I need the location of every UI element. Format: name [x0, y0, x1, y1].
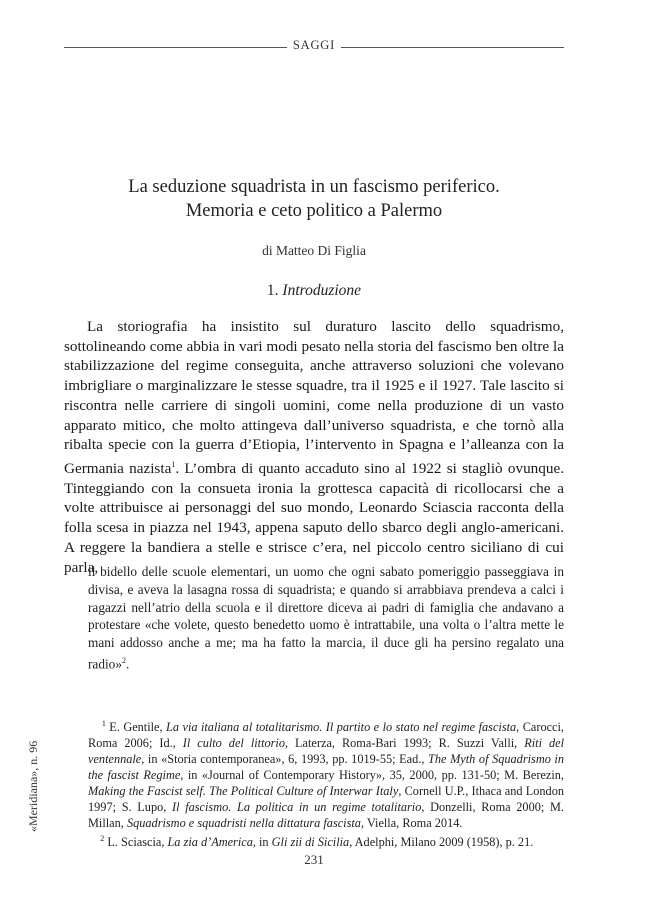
section-number: 1. [266, 282, 279, 299]
footnote-1-text: , Viella, Roma 2014. [360, 815, 463, 830]
footnote-1-text: , Laterza, Roma-Bari 1993; R. Suzzi Valli, [284, 736, 525, 750]
footnote-1-work: Squadrismo e squadristi nella dittatura fascista [126, 815, 361, 830]
header-rule-left [64, 47, 287, 48]
footnote-1-text: E. Gentile, [105, 720, 167, 735]
footnote-1-text: , Cornell U.P., Ithaca and London 1997; S. Lupo, [88, 783, 565, 814]
footnote-1-work: La via italiana al totalitarismo. Il partito e lo stato nel regime fascista [166, 720, 517, 735]
footnote-1-text: , in «Storia contemporanea», 6, 1993, pp. 1019-55; Ead., [141, 751, 429, 766]
journal-citation: «Meridiana», n. 96 [26, 740, 40, 832]
footnote-1-work: Il fascismo. La politica in un regime totalitario [172, 799, 422, 814]
footnote-2 [88, 831, 564, 851]
footnote-ref-2: 2 [121, 655, 126, 665]
quote-end: . [125, 656, 130, 672]
footnote-1-work: Making the Fascist self. The Political Culture of Interwar Italy [88, 783, 399, 798]
footnote-1-text: , in «Journal of Contemporary History», 35, 2000, pp. 131-50; M. Berezin, [180, 767, 564, 782]
running-header [64, 38, 564, 53]
footnote-1-text: , Carocci, Roma 2006; Id., [88, 720, 565, 750]
footnote-1-work: The Myth of Squadrismo in the fascist Regime [88, 751, 565, 782]
block-quote [88, 563, 564, 673]
title-line-2: Memoria e ceto politico a Palermo [185, 201, 443, 221]
article-title [64, 175, 564, 223]
footnote-2-text: L. Sciascia, [104, 835, 168, 850]
body-text-part-1: La storiografia ha insistito sul duraturo lascito dello squadrismo, sottolineando come abbia in vari modi pesato nella storia del fascismo ben oltre la stabilizzazione del regime conseguita, anche attraverso soluzioni che volevano imbrigliare o marginalizzare le stesse squadre, tra il 1925 e il 1927. Tale lascito si riscontra nelle carriere di singoli uomini, come nella produzione di un vasto apparato mitico, che molto attingeva dall’universo squadrista, e che tornò alla ribalta specie con la guerra d’Etiopia, l’intervento in Spagna e l’alleanza con la Germania nazista [64, 318, 564, 477]
footnote-2-work: Gli zii di Sicilia [271, 835, 350, 850]
footnote-1-text: , Donzelli, Roma 2000; M. Millan, [88, 799, 564, 830]
footnotes [88, 716, 564, 851]
quote-text: il bidello delle scuole elementari, un uomo che ogni sabato pomeriggio passeggiava in divisa, e aveva la lasagna rossa di squadrista; e quando si arrabbiava prendeva a calci i ragazzi nell’atrio della scuola e il direttore diceva ai padri di famiglia che andavano a protestare «che volete, questo benedetto uomo è intrattabile, una volta o l’altra mette le mani addosso anche a me; ma ha fatto la marcia, il duce gli ha persino regalato una radio» [88, 564, 564, 672]
header-rule-right [341, 47, 564, 48]
title-line-1: La seduzione squadrista in un fascismo periferico. [128, 177, 500, 197]
page-number: 231 [304, 852, 324, 867]
section-heading [64, 282, 564, 300]
footnote-1-work: Il culto del littorio [182, 736, 285, 750]
author-byline: di Matteo Di Figlia [262, 243, 366, 258]
body-paragraph [64, 317, 564, 577]
footnote-2-marker: 2 [100, 834, 105, 844]
body-text-part-2: . L’ombra di quanto accaduto sino al 1922 si stagliò ovunque. Tinteggiando con la consueta ironia la grottesca capacità di ricollocarsi che a volte attribuisce ai personaggi del suo mondo, Leonardo Sciascia racconta della folla scesa in piazza nel 1943, appena saputo dello sbarco degli anglo-americani. A reggere la bandiera a stelle e strisce c’era, nel piccolo centro siciliano di cui parla, [64, 459, 564, 576]
section-label: SAGGI [292, 38, 336, 52]
footnote-1-work: Riti del ventennale [88, 736, 564, 766]
footnote-1 [88, 716, 564, 831]
footnote-1-marker: 1 [101, 719, 106, 728]
footnote-2-work: La zia d’America [167, 835, 253, 850]
footnote-ref-1: 1 [171, 459, 176, 469]
footnote-2-text: , in [252, 835, 272, 850]
footnote-2-text: , Adelphi, Milano 2009 (1958), p. 21. [349, 835, 534, 850]
section-title: Introduzione [282, 282, 362, 299]
